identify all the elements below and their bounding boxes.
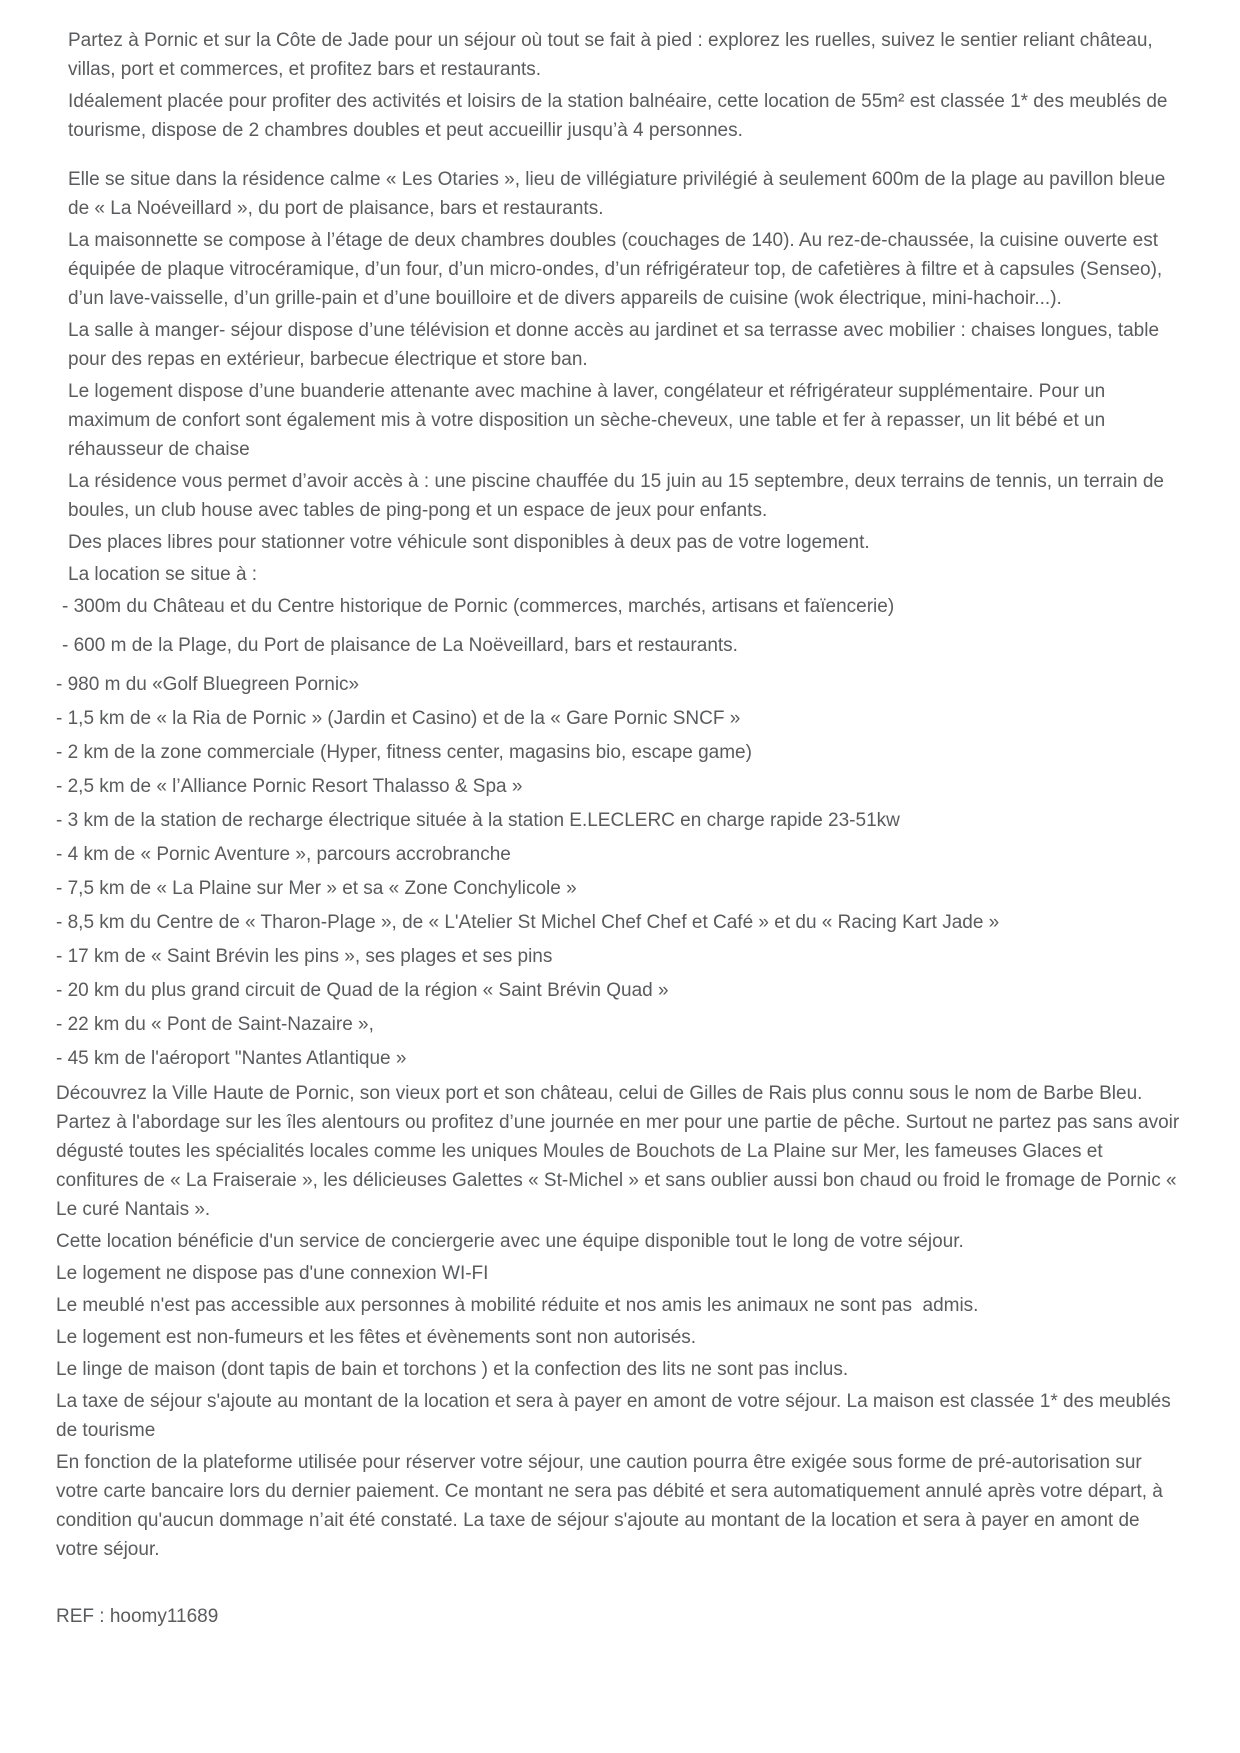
distance-item: - 20 km du plus grand circuit de Quad de la région « Saint Brévin Quad » bbox=[56, 980, 669, 1001]
outro-paragraph: Le meublé n'est pas accessible aux personnes à mobilité réduite et nos amis les animaux ne sont pas admis. bbox=[56, 1295, 979, 1316]
outro-paragraph: Le logement est non-fumeurs et les fêtes et évènements sont non autorisés. bbox=[56, 1327, 697, 1348]
description-paragraph: La salle à manger- séjour dispose d’une télévision et donne accès au jardinet et sa terrasse avec mobilier : chaises longues, table pour des repas en extérieur, barbecue électrique et store ban. bbox=[68, 320, 1165, 370]
intro-section bbox=[56, 26, 1185, 145]
outro-paragraph: La taxe de séjour s'ajoute au montant de la location et sera à payer en amont de votre séjour. La maison est classée 1* des meublés de tourisme bbox=[56, 1391, 1177, 1441]
distance-item: - 2 km de la zone commerciale (Hyper, fitness center, magasins bio, escape game) bbox=[56, 742, 752, 763]
outro-paragraph: Découvrez la Ville Haute de Pornic, son vieux port et son château, celui de Gilles de Rais plus connu sous le nom de Barbe Bleu. Partez à l'abordage sur les îles alentours ou profitez d’une journée en mer pour une partie de pêche. Surtout ne partez pas sans avoir dégusté toutes les spécialités locales comme les uniques Moules de Bouchots de La Plaine sur Mer, les fameuses Glaces et confitures de « La Fraiseraie », les délicieuses Galettes « St-Michel » et sans oublier aussi bon chaud ou froid le fromage de Pornic « Le curé Nantais ». bbox=[56, 1083, 1185, 1220]
description-paragraph: Des places libres pour stationner votre véhicule sont disponibles à deux pas de votre logement. bbox=[68, 532, 870, 553]
reference-code: REF : hoomy11689 bbox=[56, 1606, 219, 1627]
description-section bbox=[56, 165, 1185, 589]
description-paragraph: La location se situe à : bbox=[68, 564, 258, 585]
distance-item: - 45 km de l'aéroport "Nantes Atlantique » bbox=[56, 1048, 407, 1069]
distance-item: - 17 km de « Saint Brévin les pins », ses plages et ses pins bbox=[56, 946, 553, 967]
description-paragraph: La maisonnette se compose à l’étage de deux chambres doubles (couchages de 140). Au rez-de-chaussée, la cuisine ouverte est équipée de plaque vitrocéramique, d’un four, d’un micro-ondes, d’un réfrigérateur top, de cafetières à filtre et à capsules (Senseo), d’un lave-vaisselle, d’un grille-pain et d’une bouilloire et de divers appareils de cuisine (wok électrique, mini-hachoir...). bbox=[68, 230, 1168, 309]
intro-paragraph: Partez à Pornic et sur la Côte de Jade pour un séjour où tout se fait à pied : explorez les ruelles, suivez le sentier reliant château, villas, port et commerces, et profitez bars et restaurants. bbox=[68, 30, 1158, 80]
distance-item: - 300m du Château et du Centre historique de Pornic (commerces, marchés, artisans et faïencerie) bbox=[62, 596, 895, 617]
outro-paragraph: Le logement ne dispose pas d'une connexion WI-FI bbox=[56, 1263, 489, 1284]
distance-item: - 7,5 km de « La Plaine sur Mer » et sa « Zone Conchylicole » bbox=[56, 878, 577, 899]
distance-item: - 600 m de la Plage, du Port de plaisance de La Noëveillard, bars et restaurants. bbox=[62, 635, 738, 656]
outro-paragraph: En fonction de la plateforme utilisée pour réserver votre séjour, une caution pourra être exigée sous forme de pré-autorisation sur votre carte bancaire lors du dernier paiement. Ce montant ne sera pas débité et sera automatiquement annulé après votre départ, à condition qu'aucun dommage n’ait été constaté. La taxe de séjour s'ajoute au montant de la location et sera à payer en amont de votre séjour. bbox=[56, 1452, 1169, 1560]
description-paragraph: Le logement dispose d’une buanderie attenante avec machine à laver, congélateur et réfrigérateur supplémentaire. Pour un maximum de confort sont également mis à votre disposition un sèche-cheveux, une table et fer à repasser, un lit bébé et un réhausseur de chaise bbox=[68, 381, 1111, 460]
description-paragraph: Elle se situe dans la résidence calme « Les Otaries », lieu de villégiature privilégié à seulement 600m de la plage au pavillon bleue de « La Noéveillard », du port de plaisance, bars et restaurants. bbox=[68, 169, 1171, 219]
distance-item: - 22 km du « Pont de Saint-Nazaire », bbox=[56, 1014, 374, 1035]
conditions-section bbox=[56, 1079, 1185, 1564]
distance-item: - 980 m du «Golf Bluegreen Pornic» bbox=[56, 674, 360, 695]
outro-paragraph: Cette location bénéficie d'un service de conciergerie avec une équipe disponible tout le long de votre séjour. bbox=[56, 1231, 964, 1252]
distance-item: - 8,5 km du Centre de « Tharon-Plage », de « L'Atelier St Michel Chef Chef et Café » et du « Racing Kart Jade » bbox=[56, 912, 1000, 933]
distance-item: - 1,5 km de « la Ria de Pornic » (Jardin et Casino) et de la « Gare Pornic SNCF » bbox=[56, 708, 741, 729]
outro-paragraph: Le linge de maison (dont tapis de bain et torchons ) et la confection des lits ne sont pas inclus. bbox=[56, 1359, 849, 1380]
distances-list bbox=[56, 592, 1185, 1073]
distance-item: - 3 km de la station de recharge électrique située à la station E.LECLERC en charge rapide 23-51kw bbox=[56, 810, 900, 831]
intro-paragraph: Idéalement placée pour profiter des activités et loisirs de la station balnéaire, cette location de 55m² est classée 1* des meublés de tourisme, dispose de 2 chambres doubles et peut accueillir jusqu’à 4 personnes. bbox=[68, 91, 1173, 141]
description-paragraph: La résidence vous permet d’avoir accès à : une piscine chauffée du 15 juin au 15 septembre, deux terrains de tennis, un terrain de boules, un club house avec tables de ping-pong et un espace de jeux pour enfants. bbox=[68, 471, 1170, 521]
distance-item: - 2,5 km de « l’Alliance Pornic Resort Thalasso & Spa » bbox=[56, 776, 523, 797]
distance-item: - 4 km de « Pornic Aventure », parcours accrobranche bbox=[56, 844, 511, 865]
